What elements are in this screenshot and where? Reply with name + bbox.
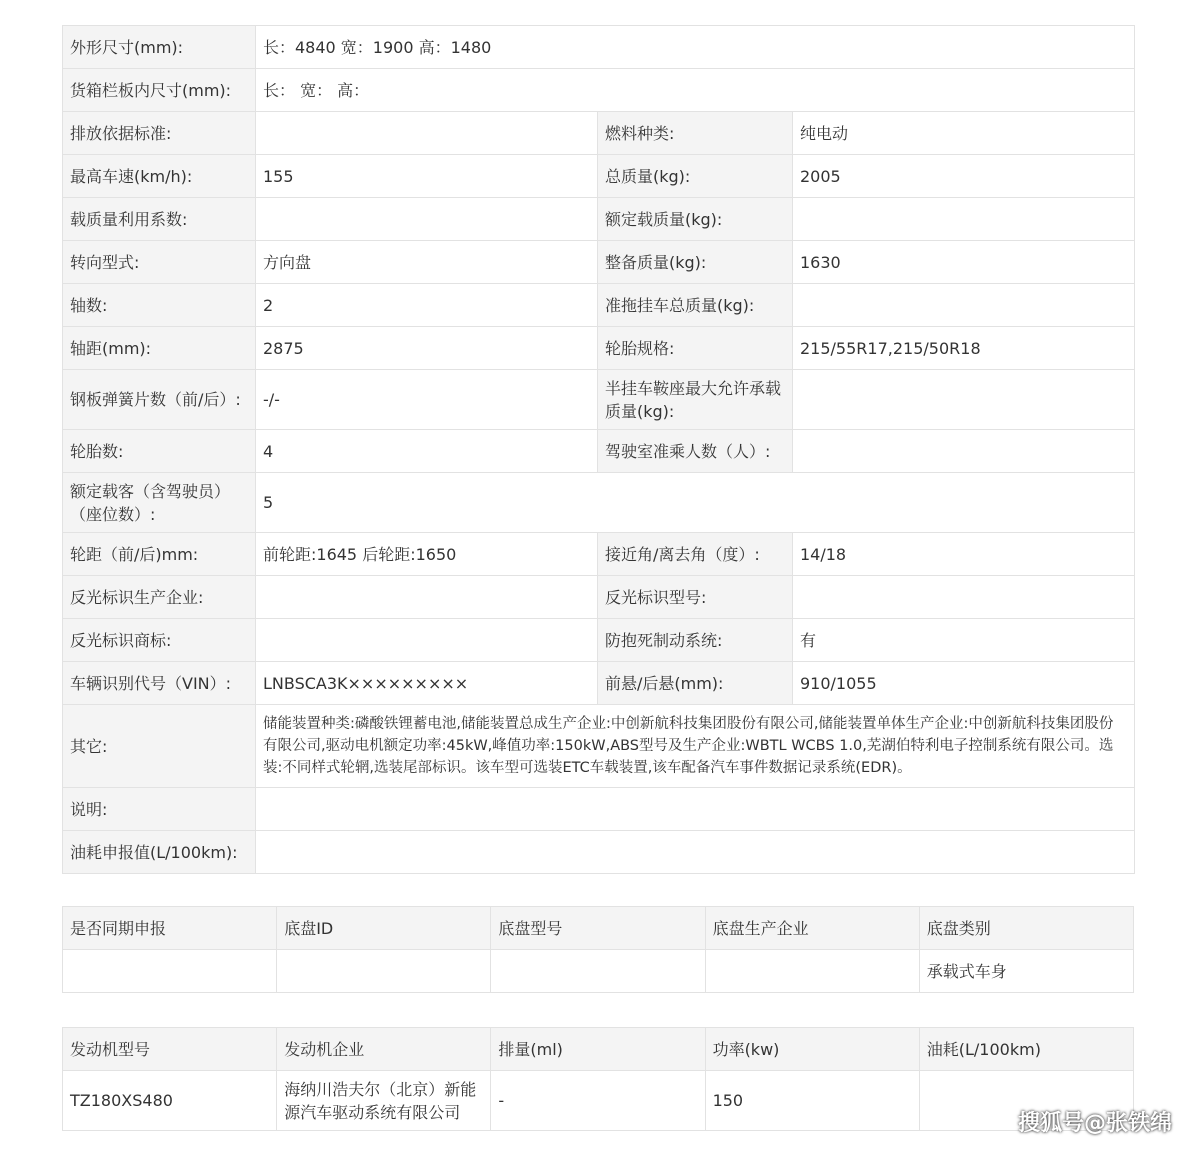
vin-label: 车辆识别代号（VIN）: [63,662,256,705]
chassis-id [277,950,491,993]
approach-angle-value: 14/18 [793,533,1135,576]
engine-header-fuel: 油耗(L/100km) [919,1028,1133,1071]
wheelbase-value: 2875 [256,327,598,370]
reflector-model-label: 反光标识型号: [598,576,793,619]
saddle-load-value [793,370,1135,430]
axles-value: 2 [256,284,598,327]
spec-row-reflector-brand [63,619,1135,662]
tire-count-value: 4 [256,430,598,473]
fuel-consumption-label: 油耗申报值(L/100km): [63,831,256,874]
chassis-header-model: 底盘型号 [491,907,705,950]
track-width-label: 轮距（前/后)mm: [63,533,256,576]
total-mass-value: 2005 [793,155,1135,198]
tire-spec-value: 215/55R17,215/50R18 [793,327,1135,370]
engine-model: TZ180XS480 [63,1071,277,1131]
chassis-header-id: 底盘ID [277,907,491,950]
max-speed-label: 最高车速(km/h): [63,155,256,198]
spec-row-other [63,705,1135,788]
spec-row-springs [63,370,1135,430]
engine-maker: 海纳川浩夫尔（北京）新能源汽车驱动系统有限公司 [277,1071,491,1131]
engine-displacement: - [491,1071,705,1131]
tire-count-label: 轮胎数: [63,430,256,473]
spec-row-track [63,533,1135,576]
watermark: 搜狐号@张铁绵 [1017,1111,1172,1136]
chassis-header-same-period: 是否同期申报 [63,907,277,950]
spec-row-wheelbase [63,327,1135,370]
reflector-brand-value [256,619,598,662]
engine-header-model: 发动机型号 [63,1028,277,1071]
load-utilization-value [256,198,598,241]
rated-seats-label: 额定载客（含驾驶员）（座位数）: [63,473,256,533]
other-label: 其它: [63,705,256,788]
max-speed-value: 155 [256,155,598,198]
chassis-same-period [63,950,277,993]
reflector-maker-value [256,576,598,619]
spec-row-load [63,198,1135,241]
spec-row-emission [63,112,1135,155]
cab-occupancy-label: 驾驶室准乘人数（人）: [598,430,793,473]
dimensions-value: 长：4840 宽：1900 高：1480 [256,26,1135,69]
track-width-value: 前轮距:1645 后轮距:1650 [256,533,598,576]
dimensions-label: 外形尺寸(mm): [63,26,256,69]
engine-header-maker: 发动机企业 [277,1028,491,1071]
spec-row-axles [63,284,1135,327]
trailer-mass-label: 准拖挂车总质量(kg): [598,284,793,327]
emission-label: 排放依据标准: [63,112,256,155]
engine-power: 150 [705,1071,919,1131]
spec-row-reflector-maker [63,576,1135,619]
note-label: 说明: [63,788,256,831]
axles-label: 轴数: [63,284,256,327]
fuel-type-value: 纯电动 [793,112,1135,155]
other-value: 储能装置种类:磷酸铁锂蓄电池,储能装置总成生产企业:中创新航科技集团股份有限公司,储能装置单体生产企业:中创新航科技集团股份有限公司,驱动电机额定功率:45kW,峰值功率:150kW,ABS型号及生产企业:WBTL WCBS 1.0,芜湖伯特利电子控制系统有限公司。选装:不同样式轮辋,选装尾部标识。该车型可选装ETC车载装置,该车配备汽车事件数据记录系统(EDR)。 [256,705,1135,788]
spec-row-fuel-consumption [63,831,1135,874]
chassis-header-maker: 底盘生产企业 [705,907,919,950]
wheelbase-label: 轴距(mm): [63,327,256,370]
chassis-type: 承载式车身 [919,950,1133,993]
leaf-springs-label: 钢板弹簧片数（前/后）: [63,370,256,430]
rated-seats-value: 5 [256,473,1135,533]
chassis-model [491,950,705,993]
engine-header-row [63,1028,1134,1071]
total-mass-label: 总质量(kg): [598,155,793,198]
engine-header-displacement: 排量(ml) [491,1028,705,1071]
chassis-header-row [63,907,1134,950]
spec-row-steering [63,241,1135,284]
fuel-type-label: 燃料种类: [598,112,793,155]
spec-row-vin [63,662,1135,705]
spec-row-seats [63,473,1135,533]
vin-value: LNBSCA3K××××××××× [256,662,598,705]
spec-row-speed [63,155,1135,198]
rated-load-value [793,198,1135,241]
reflector-brand-label: 反光标识商标: [63,619,256,662]
steering-value: 方向盘 [256,241,598,284]
overhang-label: 前悬/后悬(mm): [598,662,793,705]
spec-row-note [63,788,1135,831]
table-row [63,950,1134,993]
vehicle-spec-table [62,25,1135,874]
chassis-maker [705,950,919,993]
emission-value [256,112,598,155]
cargo-dims-label: 货箱栏板内尺寸(mm): [63,69,256,112]
curb-mass-label: 整备质量(kg): [598,241,793,284]
abs-value: 有 [793,619,1135,662]
cargo-dims-value: 长： 宽： 高： [256,69,1135,112]
fuel-consumption-value [256,831,1135,874]
steering-label: 转向型式: [63,241,256,284]
chassis-table [62,906,1134,993]
saddle-load-label: 半挂车鞍座最大允许承载质量(kg): [598,370,793,430]
abs-label: 防抱死制动系统: [598,619,793,662]
spec-row-tires [63,430,1135,473]
load-utilization-label: 载质量利用系数: [63,198,256,241]
leaf-springs-value: -/- [256,370,598,430]
curb-mass-value: 1630 [793,241,1135,284]
table-row [63,1071,1134,1131]
cab-occupancy-value [793,430,1135,473]
reflector-maker-label: 反光标识生产企业: [63,576,256,619]
chassis-header-type: 底盘类别 [919,907,1133,950]
spec-row-dimensions [63,26,1135,69]
tire-spec-label: 轮胎规格: [598,327,793,370]
engine-header-power: 功率(kw) [705,1028,919,1071]
approach-angle-label: 接近角/离去角（度）: [598,533,793,576]
rated-load-label: 额定载质量(kg): [598,198,793,241]
overhang-value: 910/1055 [793,662,1135,705]
reflector-model-value [793,576,1135,619]
note-value [256,788,1135,831]
trailer-mass-value [793,284,1135,327]
spec-row-cargo [63,69,1135,112]
engine-table [62,1027,1134,1131]
